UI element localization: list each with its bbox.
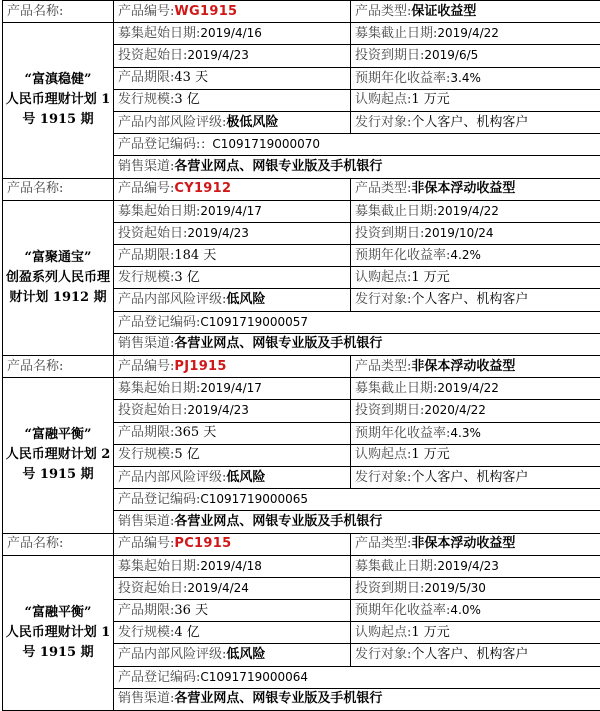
issue-target: 个人客户、机构客户	[411, 470, 528, 485]
product-name-cell	[3, 200, 114, 355]
label-product-code: 产品编号:	[118, 359, 174, 374]
term-cell	[114, 245, 351, 267]
products-table-body	[3, 1, 600, 711]
label-product-name: 产品名称:	[7, 4, 63, 19]
raise-start-date: 2019/4/17	[200, 381, 262, 395]
product-name-cell	[3, 23, 114, 178]
sales-channel: 各营业网点、网银专业版及手机银行	[174, 159, 382, 174]
label-raise-end: 募集截止日期:	[355, 26, 437, 41]
product-name-rest: 人民币理财计划 1 号 1915 期	[6, 92, 111, 127]
raise-start-date: 2019/4/16	[200, 26, 262, 40]
product-type: 非保本浮动收益型	[411, 536, 515, 551]
raise-end-date: 2019/4/22	[437, 26, 499, 40]
label-product-name: 产品名称:	[7, 536, 63, 551]
product-header-row	[3, 178, 600, 200]
issue-target: 个人客户、机构客户	[411, 647, 528, 662]
product-name-rest: 人民币理财计划 1 号 1915 期	[6, 625, 111, 660]
invest-end-date: 2019/10/24	[424, 226, 493, 240]
label-channel: 销售渠道:	[118, 691, 174, 706]
invest-end-cell	[351, 45, 600, 67]
reg-code-cell	[114, 134, 600, 156]
invest-end-cell	[351, 400, 600, 422]
invest-start-cell	[114, 400, 351, 422]
target-cell	[351, 111, 600, 133]
product-code: WG1915	[174, 4, 237, 19]
registration-code: ：C1091719000070	[200, 137, 320, 151]
label-target: 发行对象:	[355, 115, 411, 130]
label-yield: 预期年化收益率:	[355, 248, 450, 263]
min-subscription: 1 万元	[411, 447, 449, 462]
product-name-cell	[3, 555, 114, 710]
product-type-cell	[351, 178, 600, 200]
label-raise-start: 募集起始日期:	[118, 204, 200, 219]
raise-start-cell	[114, 378, 351, 400]
raise-end-date: 2019/4/22	[437, 204, 499, 218]
expected-yield: 4.3%	[450, 426, 481, 440]
product-row	[3, 378, 600, 400]
label-yield: 预期年化收益率:	[355, 426, 450, 441]
raise-start-cell	[114, 23, 351, 45]
raise-end-date: 2019/4/23	[437, 559, 499, 573]
term-cell	[114, 422, 351, 444]
scale-cell	[114, 622, 351, 644]
product-header-row	[3, 533, 600, 555]
label-raise-start: 募集起始日期:	[118, 381, 200, 396]
label-invest-end: 投资到期日:	[355, 581, 424, 596]
label-yield: 预期年化收益率:	[355, 603, 450, 618]
raise-start-date: 2019/4/17	[200, 204, 262, 218]
product-name-rest: 创盈系列人民币理财计划 1912 期	[6, 270, 110, 305]
label-reg-code: 产品登记编码:	[118, 315, 200, 330]
product-term: 365 天	[174, 425, 216, 440]
risk-cell	[114, 644, 351, 666]
label-channel: 销售渠道:	[118, 159, 174, 174]
label-scale: 发行规模:	[118, 270, 174, 285]
product-code: PC1915	[174, 536, 231, 551]
issue-scale: 5 亿	[174, 447, 199, 462]
label-raise-start: 募集起始日期:	[118, 559, 200, 574]
product-code-cell	[114, 178, 351, 200]
product-type-cell	[351, 1, 600, 23]
label-raise-start: 募集起始日期:	[118, 26, 200, 41]
min-subscription: 1 万元	[411, 270, 449, 285]
product-type-cell	[351, 356, 600, 378]
invest-end-cell	[351, 222, 600, 244]
product-name-label	[3, 533, 114, 555]
label-invest-end: 投资到期日:	[355, 48, 424, 63]
yield-cell	[351, 600, 600, 622]
label-risk: 产品内部风险评级:	[118, 647, 226, 662]
invest-end-date: 2020/4/22	[424, 403, 486, 417]
label-product-type: 产品类型:	[355, 181, 411, 196]
raise-start-cell	[114, 555, 351, 577]
product-name-quote: “富融平衡”	[25, 427, 92, 442]
label-risk: 产品内部风险评级:	[118, 292, 226, 307]
label-invest-end: 投资到期日:	[355, 226, 424, 241]
risk-rating: 低风险	[226, 292, 265, 307]
label-product-type: 产品类型:	[355, 359, 411, 374]
issue-target: 个人客户、机构客户	[411, 292, 528, 307]
product-row	[3, 200, 600, 222]
label-target: 发行对象:	[355, 292, 411, 307]
invest-start-date: 2019/4/24	[187, 581, 249, 595]
scale-cell	[114, 267, 351, 289]
label-raise-end: 募集截止日期:	[355, 559, 437, 574]
scale-cell	[114, 444, 351, 466]
raise-end-cell	[351, 200, 600, 222]
issue-scale: 3 亿	[174, 92, 199, 107]
invest-end-date: 2019/6/5	[424, 48, 478, 62]
products-table	[2, 0, 600, 711]
product-term: 184 天	[174, 248, 216, 263]
raise-end-cell	[351, 378, 600, 400]
sales-channel: 各营业网点、网银专业版及手机银行	[174, 336, 382, 351]
raise-end-cell	[351, 23, 600, 45]
label-reg-code: 产品登记编码:	[118, 670, 200, 685]
risk-rating: 低风险	[226, 470, 265, 485]
label-term: 产品期限:	[118, 70, 174, 85]
risk-rating: 低风险	[226, 647, 265, 662]
expected-yield: 3.4%	[450, 71, 481, 85]
scale-cell	[114, 89, 351, 111]
invest-start-cell	[114, 222, 351, 244]
label-scale: 发行规模:	[118, 625, 174, 640]
label-target: 发行对象:	[355, 647, 411, 662]
product-name-label	[3, 178, 114, 200]
label-product-name: 产品名称:	[7, 181, 63, 196]
min-amount-cell	[351, 89, 600, 111]
label-raise-end: 募集截止日期:	[355, 204, 437, 219]
product-code: CY1912	[174, 181, 231, 196]
raise-start-date: 2019/4/18	[200, 559, 262, 573]
channel-cell	[114, 156, 600, 178]
invest-end-cell	[351, 577, 600, 599]
product-name-rest: 人民币理财计划 2 号 1915 期	[6, 447, 111, 482]
product-name-quote: “富聚通宝”	[25, 250, 92, 265]
label-product-code: 产品编号:	[118, 181, 174, 196]
invest-start-cell	[114, 577, 351, 599]
label-product-type: 产品类型:	[355, 536, 411, 551]
sales-channel: 各营业网点、网银专业版及手机银行	[174, 691, 382, 706]
risk-cell	[114, 289, 351, 311]
invest-start-date: 2019/4/23	[187, 48, 249, 62]
label-invest-start: 投资起始日:	[118, 403, 187, 418]
term-cell	[114, 67, 351, 89]
reg-code-cell	[114, 489, 600, 511]
channel-cell	[114, 688, 600, 710]
risk-cell	[114, 466, 351, 488]
risk-rating: 极低风险	[226, 115, 278, 130]
reg-code-cell	[114, 311, 600, 333]
raise-start-cell	[114, 200, 351, 222]
expected-yield: 4.0%	[450, 603, 481, 617]
product-header-row	[3, 1, 600, 23]
min-amount-cell	[351, 267, 600, 289]
label-yield: 预期年化收益率:	[355, 71, 450, 86]
product-type: 非保本浮动收益型	[411, 181, 515, 196]
invest-end-date: 2019/5/30	[424, 581, 486, 595]
label-min-amount: 认购起点:	[355, 447, 411, 462]
term-cell	[114, 600, 351, 622]
target-cell	[351, 466, 600, 488]
risk-cell	[114, 111, 351, 133]
label-min-amount: 认购起点:	[355, 625, 411, 640]
label-channel: 销售渠道:	[118, 336, 174, 351]
target-cell	[351, 289, 600, 311]
product-code-cell	[114, 356, 351, 378]
label-risk: 产品内部风险评级:	[118, 470, 226, 485]
min-subscription: 1 万元	[411, 92, 449, 107]
expected-yield: 4.2%	[450, 248, 481, 262]
label-product-name: 产品名称:	[7, 359, 63, 374]
product-term: 43 天	[174, 70, 208, 85]
invest-start-date: 2019/4/23	[187, 403, 249, 417]
yield-cell	[351, 67, 600, 89]
label-term: 产品期限:	[118, 248, 174, 263]
label-invest-start: 投资起始日:	[118, 226, 187, 241]
label-product-code: 产品编号:	[118, 536, 174, 551]
label-term: 产品期限:	[118, 603, 174, 618]
product-term: 36 天	[174, 603, 208, 618]
invest-start-date: 2019/4/23	[187, 226, 249, 240]
registration-code: C1091719000057	[200, 315, 308, 329]
product-header-row	[3, 356, 600, 378]
label-term: 产品期限:	[118, 425, 174, 440]
invest-start-cell	[114, 45, 351, 67]
sales-channel: 各营业网点、网银专业版及手机银行	[174, 514, 382, 529]
product-row	[3, 555, 600, 577]
label-invest-end: 投资到期日:	[355, 403, 424, 418]
product-name-label	[3, 356, 114, 378]
label-channel: 销售渠道:	[118, 514, 174, 529]
product-code-cell	[114, 1, 351, 23]
label-scale: 发行规模:	[118, 447, 174, 462]
product-name-cell	[3, 378, 114, 533]
label-min-amount: 认购起点:	[355, 270, 411, 285]
label-invest-start: 投资起始日:	[118, 581, 187, 596]
issue-scale: 3 亿	[174, 270, 199, 285]
product-code: PJ1915	[174, 359, 226, 374]
min-amount-cell	[351, 622, 600, 644]
product-row	[3, 23, 600, 45]
label-target: 发行对象:	[355, 470, 411, 485]
label-scale: 发行规模:	[118, 92, 174, 107]
channel-cell	[114, 333, 600, 355]
min-subscription: 1 万元	[411, 625, 449, 640]
registration-code: C1091719000065	[200, 492, 308, 506]
channel-cell	[114, 511, 600, 533]
reg-code-cell	[114, 666, 600, 688]
label-product-type: 产品类型:	[355, 4, 411, 19]
product-name-quote: “富融平衡”	[25, 605, 92, 620]
label-product-code: 产品编号:	[118, 4, 174, 19]
issue-target: 个人客户、机构客户	[411, 115, 528, 130]
label-raise-end: 募集截止日期:	[355, 381, 437, 396]
yield-cell	[351, 245, 600, 267]
label-reg-code: 产品登记编码:	[118, 492, 200, 507]
product-type-cell	[351, 533, 600, 555]
issue-scale: 4 亿	[174, 625, 199, 640]
registration-code: C1091719000064	[200, 670, 308, 684]
product-code-cell	[114, 533, 351, 555]
product-name-quote: “富滇稳健”	[25, 72, 92, 87]
label-min-amount: 认购起点:	[355, 92, 411, 107]
raise-end-date: 2019/4/22	[437, 381, 499, 395]
label-invest-start: 投资起始日:	[118, 48, 187, 63]
product-type: 非保本浮动收益型	[411, 359, 515, 374]
target-cell	[351, 644, 600, 666]
product-name-label	[3, 1, 114, 23]
raise-end-cell	[351, 555, 600, 577]
yield-cell	[351, 422, 600, 444]
label-reg-code: 产品登记编码:	[118, 137, 200, 152]
min-amount-cell	[351, 444, 600, 466]
label-risk: 产品内部风险评级:	[118, 115, 226, 130]
product-type: 保证收益型	[411, 4, 476, 19]
